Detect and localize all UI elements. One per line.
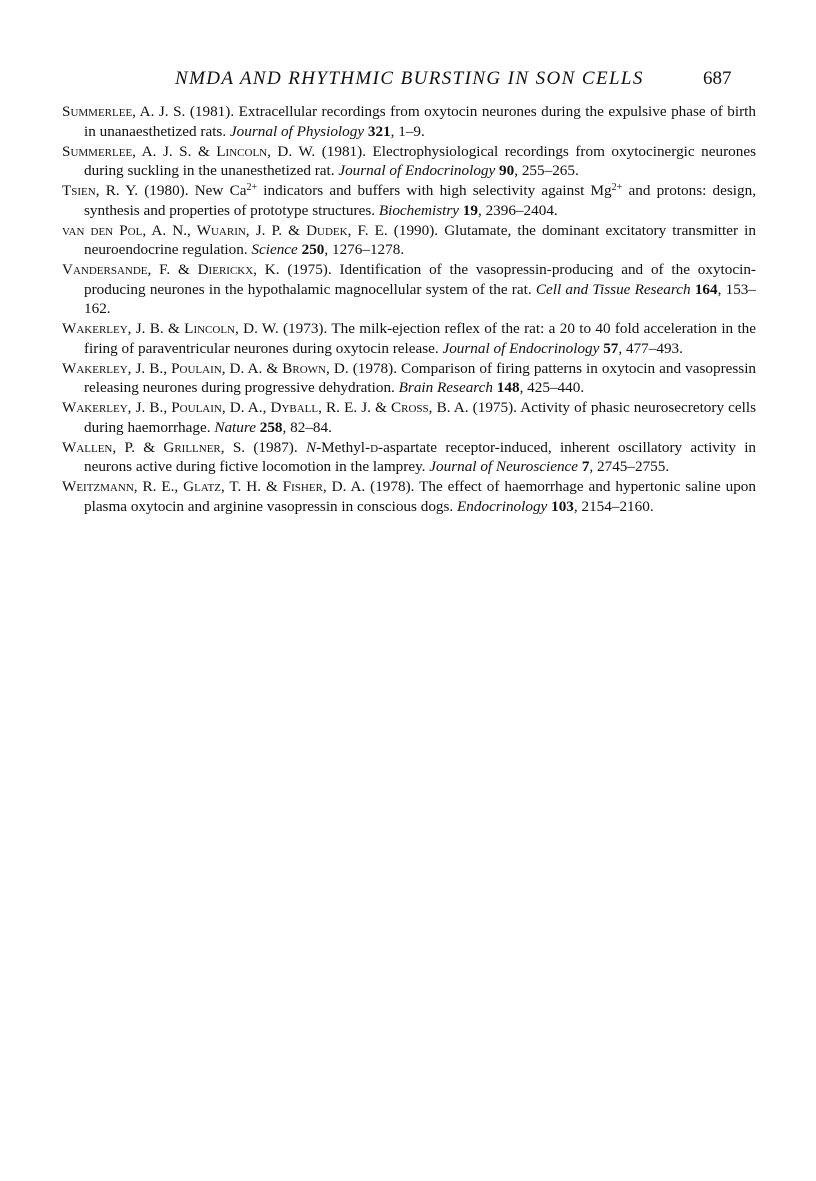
reference-journal: Science — [251, 241, 298, 258]
reference-text: (1981). Electrophysiological recordings from oxytocinergic neurones during suckling in the unanesthetized rat. — [84, 142, 756, 179]
reference-text: (1978). Comparison of firing patterns in oxytocin and vasopressin releasing neurones during progressive dehydration. — [84, 359, 757, 396]
reference-authors: Vandersande, F. & Dierickx, K. — [62, 261, 280, 278]
reference-volume: 19 — [462, 201, 478, 219]
reference-journal: Journal of Neuroscience — [429, 458, 579, 475]
reference-pages: , 2745–2755. — [589, 458, 670, 475]
reference-pages: , 255–265. — [514, 162, 579, 179]
reference-pages: , 2396–2404. — [477, 201, 558, 219]
reference-authors: Wallen, P. & Grillner, S. — [62, 438, 246, 456]
reference-pages: , 153–162. — [84, 280, 756, 317]
reference-pages: , 2154–2160. — [573, 497, 654, 515]
reference-text: (1973). The milk-ejection reflex of the rat: a 20 to 40 fold acceleration in the firing of paraventricular neurones during oxytocin release. — [84, 320, 756, 357]
reference-text: -aspartate receptor-induced, inherent oscillatory activity in neurons active during fictive locomotion in the lamprey. — [84, 438, 757, 475]
reference-pages: , 425–440. — [519, 379, 585, 396]
reference-authors: Summerlee, A. J. S. & Lincoln, D. W. — [62, 142, 316, 160]
reference-volume: 90 — [499, 162, 515, 179]
reference-volume: 164 — [694, 280, 718, 298]
reference-item — [62, 102, 756, 141]
reference-pages: , 477–493. — [618, 339, 683, 357]
reference-list — [62, 102, 756, 517]
reference-journal: Cell and Tissue Research — [535, 280, 691, 298]
small-caps-d: d — [370, 438, 379, 456]
reference-journal: Brain Research — [398, 379, 493, 396]
reference-item — [62, 319, 756, 358]
reference-item — [62, 438, 756, 477]
reference-volume: 250 — [301, 241, 325, 258]
reference-text: (1980). New Ca — [138, 182, 247, 199]
reference-volume: 321 — [367, 122, 391, 140]
reference-item — [62, 359, 756, 398]
reference-journal: Nature — [214, 418, 256, 436]
reference-text: (1990). Glutamate, the dominant excitatory transmitter in neuroendocrine regulation. — [84, 221, 756, 258]
reference-text: (1975). Identification of the vasopressin-producing and of the oxytocin-producing neurones in the hypothalamic magnocellular system of the rat. — [84, 261, 756, 298]
reference-text: (1981). Extracellular recordings from oxytocin neurones during the expulsive phase of birth in unanaesthetized rats. — [84, 103, 756, 140]
reference-journal: Journal of Endocrinology — [442, 339, 600, 357]
page-number: 687 — [703, 68, 732, 89]
reference-text: -Methyl- — [316, 438, 371, 456]
reference-item — [62, 398, 756, 437]
reference-pages: , 82–84. — [282, 418, 332, 436]
reference-volume: 103 — [551, 497, 574, 515]
reference-text: (1978). The effect of haemorrhage and hypertonic saline upon plasma oxytocin and arginine vasopressin in conscious dogs. — [84, 478, 756, 515]
reference-item — [62, 477, 756, 516]
reference-text: and protons: design, synthesis and properties of prototype structures. — [84, 182, 757, 219]
reference-authors: Weitzmann, R. E., Glatz, T. H. & Fisher, D. A. — [62, 478, 366, 495]
reference-item — [62, 142, 756, 181]
superscript: 2+ — [611, 182, 623, 193]
reference-item — [62, 260, 756, 319]
reference-journal: Biochemistry — [378, 201, 459, 219]
reference-item — [62, 221, 756, 260]
reference-volume: 148 — [496, 379, 520, 396]
reference-volume: 7 — [581, 458, 590, 475]
reference-authors: Wakerley, J. B. & Lincoln, D. W. — [62, 320, 279, 337]
page-header — [0, 68, 816, 94]
reference-authors: Wakerley, J. B., Poulain, D. A., Dyball, R. E. J. & Cross, B. A. — [62, 399, 469, 416]
italic-n: N — [305, 438, 317, 456]
reference-journal: Endocrinology — [457, 497, 548, 515]
reference-text: indicators and buffers with high selectivity against Mg — [257, 182, 612, 199]
reference-authors: van den Pol, A. N., Wuarin, J. P. & Dudek, F. E. — [62, 221, 388, 239]
reference-authors: Summerlee, A. J. S. — [62, 103, 186, 120]
reference-text: (1975). Activity of phasic neurosecretory cells during haemorrhage. — [84, 399, 756, 436]
reference-volume: 57 — [603, 339, 619, 357]
reference-authors: Wakerley, J. B., Poulain, D. A. & Brown, D. — [62, 359, 349, 377]
reference-journal: Journal of Physiology — [229, 122, 365, 140]
reference-pages: , 1–9. — [390, 122, 425, 140]
running-title: NMDA AND RHYTHMIC BURSTING IN SON CELLS — [175, 68, 644, 89]
reference-authors: Tsien, R. Y. — [62, 182, 139, 199]
reference-pages: , 1276–1278. — [324, 241, 405, 258]
reference-journal: Journal of Endocrinology — [338, 162, 496, 179]
reference-volume: 258 — [259, 418, 283, 436]
reference-text: (1987). — [245, 438, 306, 456]
superscript: 2+ — [246, 182, 258, 193]
reference-item — [62, 181, 756, 220]
